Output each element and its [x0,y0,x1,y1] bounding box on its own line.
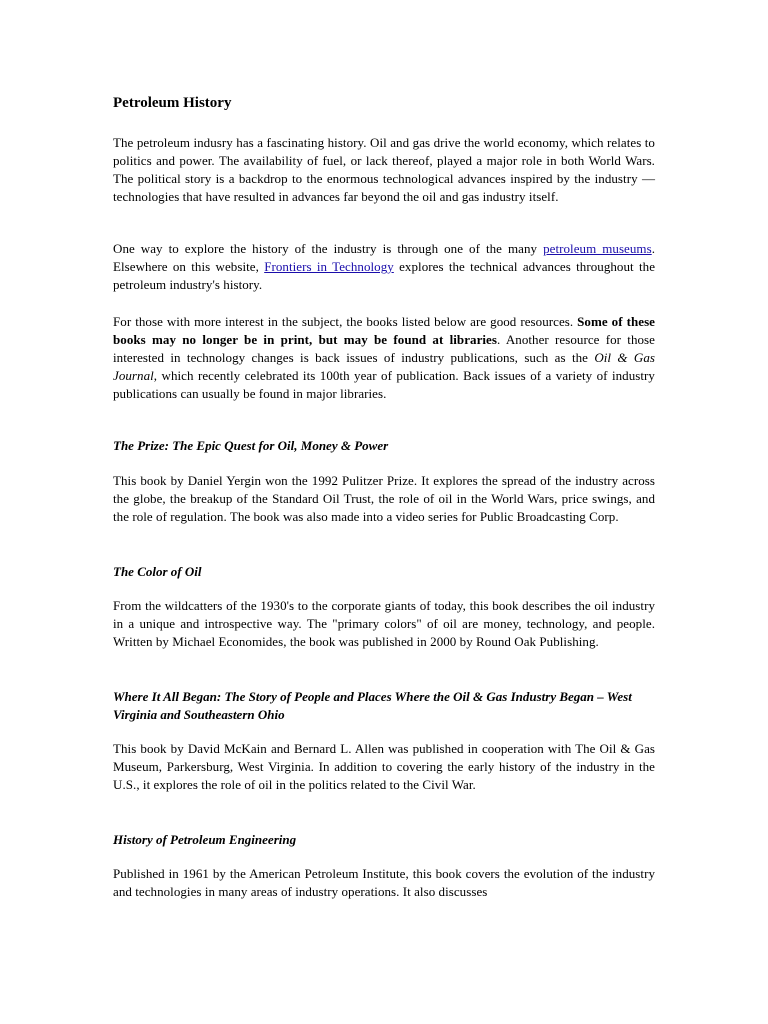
book-description: Published in 1961 by the American Petroleum Institute, this book covers the evolution of the industry and technologies in many areas of industry operations. It also discusses [113,866,655,899]
petroleum-museums-link[interactable]: petroleum museums [543,241,652,256]
book-description: This book by Daniel Yergin won the 1992 Pulitzer Prize. It explores the spread of the industry across the globe, the breakup of the Standard Oil Trust, the role of oil in the World Wars, price swings, and the role of regulation. The book was also made into a video series for Public Broadcasting Corp. [113,473,655,524]
explore-paragraph [113,240,655,294]
explore-text-end: explores the technical advances throughout the petroleum industry's history. [113,259,656,292]
page-title: Petroleum History [113,95,232,111]
journal-title: Oil & Gas Journal [113,350,656,383]
explore-text-start: One way to explore the history of the industry is through one of the many [113,241,544,256]
resources-paragraph [113,313,655,403]
resources-bold-note: Some of these books may no longer be in print, but may be found at libraries [113,314,655,347]
book-description: This book by David McKain and Bernard L. Allen was published in cooperation with The Oil & Gas Museum, Parkersburg, West Virginia. In addition to covering the early history of the industry in the U.S., it explores the role of oil in the politics related to the Civil War. [113,741,655,792]
book-title: The Prize: The Epic Quest for Oil, Money & Power [113,438,389,453]
intro-paragraph: The petroleum indusry has a fascinating history. Oil and gas drive the world economy, which relates to politics and power. The availability of fuel, or lack thereof, played a major role in both World Wars. The political story is a backdrop to the enormous technological advances inspired by the industry — technologies that have resulted in advances far beyond the oil and gas industry itself. [113,135,655,204]
resources-middle: . Another resource for those interested in technology changes is back issues of industry publications, such as the [113,332,655,365]
book-title: History of Petroleum Engineering [113,832,297,847]
book-title: Where It All Began: The Story of People and Places Where the Oil & Gas Industry Began – West Virginia and Southeastern Ohio [113,689,632,722]
book-title: The Color of Oil [113,564,202,579]
frontiers-in-technology-link[interactable]: Frontiers in Technology [264,259,394,274]
book-description: From the wildcatters of the 1930's to the corporate giants of today, this book describes the oil industry in a unique and introspective way. The "primary colors" of oil are money, technology, and people. Written by Michael Economides, the book was published in 2000 by Round Oak Publishing. [113,598,655,649]
resources-lead: For those with more interest in the subject, the books listed below are good resources. [113,314,578,329]
resources-tail: , which recently celebrated its 100th year of publication. Back issues of a variety of industry publications can usually be found in major libraries. [113,368,655,401]
explore-text-middle: . Elsewhere on this website, [113,241,656,274]
